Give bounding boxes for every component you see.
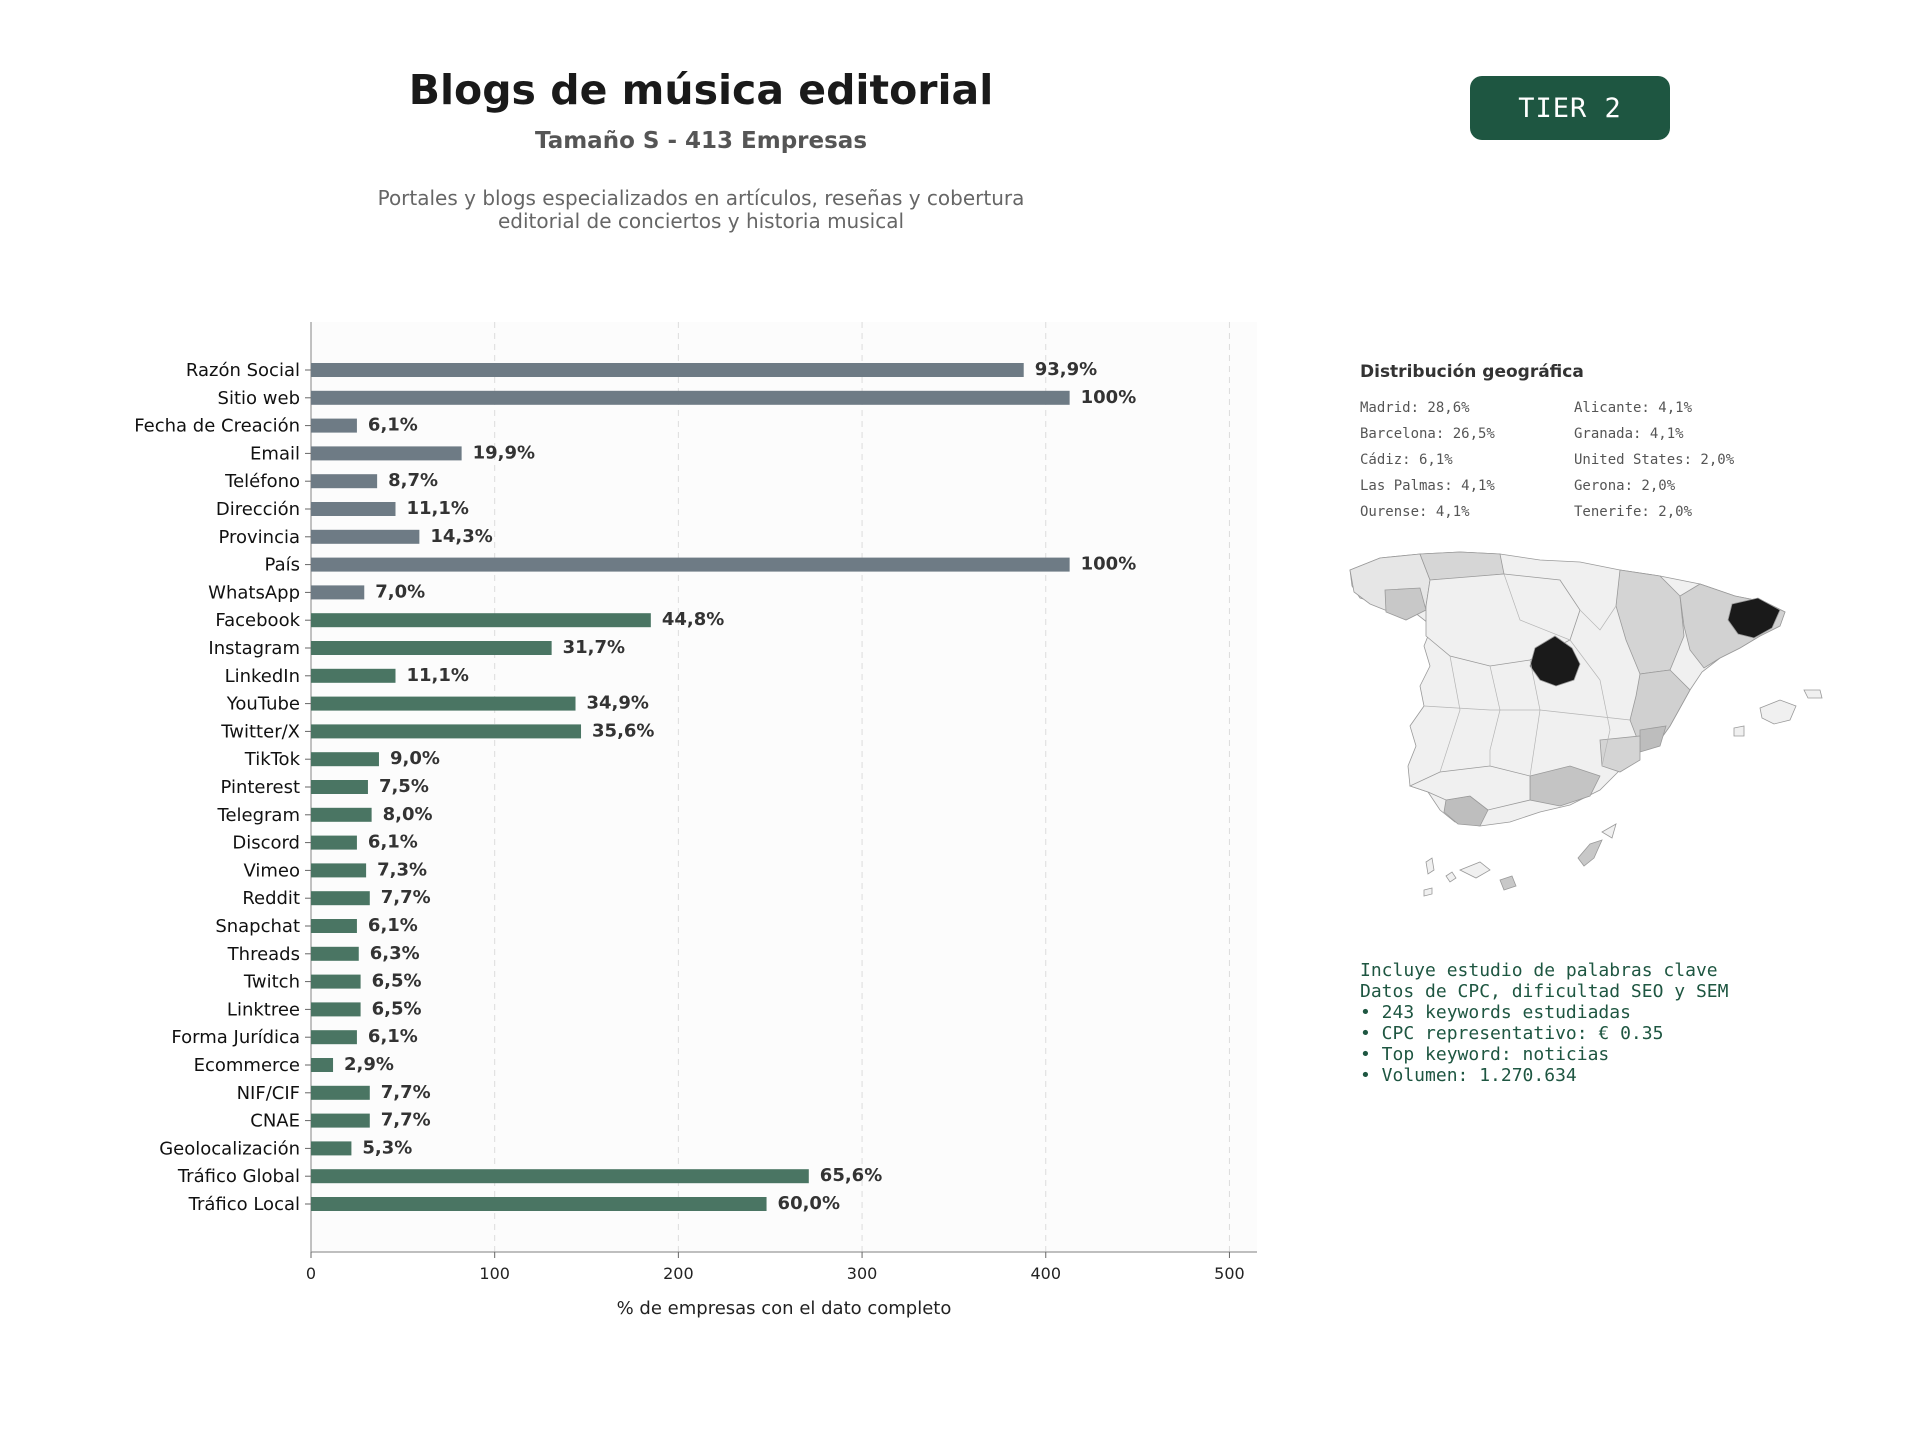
value-label: 7,7% <box>380 887 431 909</box>
value-label: 6,1% <box>367 831 418 853</box>
map-region-la-gomera <box>1446 872 1456 882</box>
category-label: País <box>264 554 300 576</box>
geo-item: Granada: 4,1% <box>1574 426 1684 442</box>
bar <box>311 363 1024 377</box>
category-label: Ecommerce <box>193 1055 300 1076</box>
bar <box>311 780 368 794</box>
keywords-line: • Top keyword: noticias <box>1360 1044 1610 1065</box>
value-label: 6,5% <box>371 970 422 992</box>
keywords-line: Datos de CPC, dificultad SEO y SEM <box>1360 981 1729 1002</box>
bar <box>311 585 364 599</box>
value-label: 8,7% <box>388 470 439 492</box>
bar <box>311 836 357 850</box>
bar <box>311 752 379 766</box>
value-label: 93,9% <box>1034 359 1098 380</box>
map-region-alicante <box>1640 726 1666 752</box>
value-label: 65,6% <box>819 1165 883 1187</box>
geo-item: Cádiz: 6,1% <box>1360 452 1453 468</box>
bar <box>311 1169 809 1183</box>
value-label: 7,7% <box>380 1081 431 1103</box>
geo-item: United States: 2,0% <box>1574 452 1735 468</box>
category-label: Twitter/X <box>221 721 300 743</box>
x-tick-label: 400 <box>1030 1264 1062 1283</box>
category-label: Instagram <box>208 638 300 659</box>
bar <box>311 1114 370 1128</box>
geo-item: Gerona: 2,0% <box>1574 478 1676 494</box>
map-region-el-hierro <box>1424 888 1432 896</box>
value-label: 6,1% <box>367 414 418 436</box>
value-label: 34,9% <box>586 692 649 714</box>
map-region-murcia <box>1600 736 1640 772</box>
geo-item: Las Palmas: 4,1% <box>1360 478 1495 494</box>
value-label: 35,6% <box>592 720 655 742</box>
bar <box>311 697 576 711</box>
bar <box>311 419 357 433</box>
map-region-la-palma <box>1426 858 1434 874</box>
map-region-tenerife <box>1460 862 1490 878</box>
x-axis-label: % de empresas con el dato completo <box>616 1298 952 1319</box>
value-label: 44,8% <box>661 609 725 631</box>
value-label: 5,3% <box>362 1137 413 1159</box>
category-label: Snapchat <box>215 916 300 937</box>
keywords-line: • Volumen: 1.270.634 <box>1360 1065 1577 1086</box>
bar <box>311 391 1070 405</box>
category-label: Linktree <box>226 999 300 1021</box>
value-label: 7,0% <box>375 581 426 603</box>
bar <box>311 863 366 877</box>
map-region-ibiza <box>1734 726 1744 736</box>
plot-area <box>311 322 1257 1252</box>
keywords-line: • CPC representativo: € 0.35 <box>1360 1023 1664 1044</box>
value-label: 7,7% <box>380 1109 431 1131</box>
category-label: Sitio web <box>217 387 300 409</box>
value-label: 6,1% <box>367 1026 418 1048</box>
category-label: Email <box>250 443 300 465</box>
category-label: Vimeo <box>243 860 300 882</box>
bar <box>311 975 361 989</box>
x-tick-label: 0 <box>305 1264 317 1283</box>
geo-item: Tenerife: 2,0% <box>1574 504 1693 520</box>
geo-item: Alicante: 4,1% <box>1574 400 1693 416</box>
category-label: LinkedIn <box>224 665 300 687</box>
category-label: Telegram <box>217 804 300 826</box>
value-label: 100% <box>1080 553 1137 575</box>
category-label: TikTok <box>244 749 300 771</box>
value-label: 60,0% <box>777 1193 841 1214</box>
bar <box>311 530 419 544</box>
map-region-gran-canaria <box>1500 876 1516 890</box>
geo-item: Madrid: 28,6% <box>1360 400 1470 416</box>
category-label: YouTube <box>226 693 300 715</box>
value-label: 19,9% <box>472 442 536 464</box>
map-region-fuerteventura <box>1578 840 1602 866</box>
category-label: Tráfico Global <box>177 1166 300 1188</box>
bar <box>311 613 651 627</box>
category-label: Twitch <box>243 971 300 993</box>
category-label: Dirección <box>215 499 300 520</box>
value-label: 6,1% <box>367 915 418 936</box>
value-label: 11,1% <box>406 498 469 519</box>
map-region-menorca <box>1804 690 1822 698</box>
geo-distribution-title: Distribución geográfica <box>1360 362 1584 382</box>
x-tick-label: 200 <box>663 1264 694 1283</box>
category-label: Razón Social <box>185 360 300 381</box>
category-label: Discord <box>232 832 300 854</box>
value-label: 100% <box>1080 386 1137 408</box>
category-label: NIF/CIF <box>236 1082 300 1104</box>
description-line: Portales y blogs especializados en artículos, reseñas y cobertura <box>377 186 1025 210</box>
bar <box>311 474 377 488</box>
bar <box>311 947 359 961</box>
value-label: 8,0% <box>382 803 433 825</box>
keywords-line: Incluye estudio de palabras clave <box>1360 960 1718 981</box>
map-region-mallorca <box>1760 700 1796 724</box>
value-label: 14,3% <box>430 525 493 547</box>
description-line: editorial de conciertos y historia musical <box>497 209 905 233</box>
keywords-panel <box>1360 960 1728 1086</box>
value-label: 6,3% <box>369 942 420 964</box>
bar <box>311 558 1070 572</box>
spain-map <box>1340 540 1860 910</box>
bar <box>311 1002 361 1016</box>
category-label: Threads <box>227 943 300 965</box>
x-tick-label: 300 <box>846 1264 878 1283</box>
geo-item: Ourense: 4,1% <box>1360 504 1470 520</box>
keywords-line: • 243 keywords estudiadas <box>1360 1002 1631 1023</box>
x-tick-label: 100 <box>479 1264 510 1283</box>
value-label: 2,9% <box>344 1054 394 1075</box>
tier-badge: TIER 2 <box>1470 76 1670 140</box>
bar <box>311 891 370 905</box>
page-subtitle: Tamaño S - 413 Empresas <box>534 128 868 154</box>
category-label: Reddit <box>242 888 300 910</box>
category-label: Geolocalización <box>159 1138 300 1160</box>
category-label: Provincia <box>218 526 300 548</box>
bar <box>311 1030 357 1044</box>
value-label: 7,5% <box>378 776 429 797</box>
bar <box>311 724 581 738</box>
value-label: 6,5% <box>371 998 422 1020</box>
category-label: Pinterest <box>220 777 300 798</box>
value-label: 9,0% <box>389 748 440 770</box>
value-label: 31,7% <box>562 637 626 658</box>
category-label: Facebook <box>215 610 300 632</box>
bar <box>311 1197 767 1211</box>
geo-item: Barcelona: 26,5% <box>1360 426 1495 442</box>
bar <box>311 502 395 516</box>
bar <box>311 641 552 655</box>
category-label: Teléfono <box>225 471 300 493</box>
category-label: CNAE <box>250 1110 300 1132</box>
bar <box>311 808 372 822</box>
value-label: 7,3% <box>377 859 428 881</box>
bar <box>311 446 462 460</box>
map-region-lanzarote <box>1602 824 1616 838</box>
category-label: WhatsApp <box>208 582 300 604</box>
bar <box>311 669 395 683</box>
category-label: Forma Jurídica <box>171 1027 300 1049</box>
bar <box>311 1086 370 1100</box>
bar <box>311 1141 351 1155</box>
bar <box>311 1058 333 1072</box>
bar <box>311 919 357 933</box>
category-label: Tráfico Local <box>188 1194 300 1215</box>
category-label: Fecha de Creación <box>134 415 300 437</box>
value-label: 11,1% <box>406 664 469 686</box>
x-tick-label: 500 <box>1214 1264 1245 1283</box>
page-title: Blogs de música editorial <box>408 66 994 114</box>
